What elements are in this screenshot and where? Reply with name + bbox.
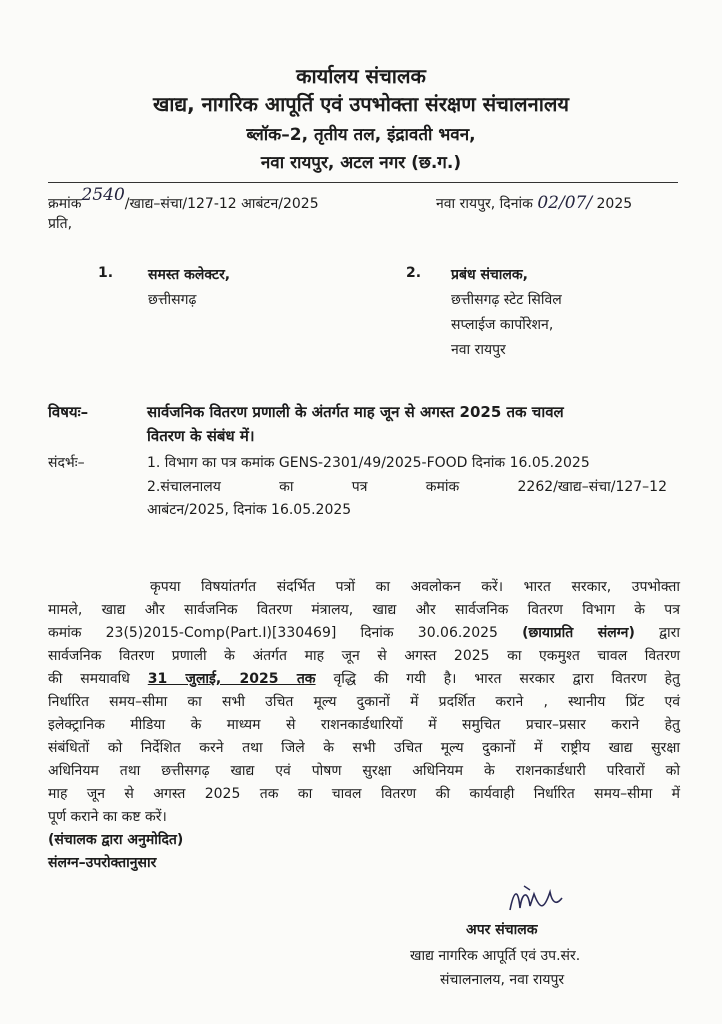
body-line-6: निर्धारित समय–सीमा का सभी उचित मूल्य दुकानों में प्रदर्शित कराने , स्थानीय प्रिंट एवं <box>48 694 680 710</box>
body-line-3-text: कमांक 23(5)2015-Comp(Part.I)[330469] दिनांक 30.06.2025 <box>48 625 498 641</box>
reference-1: 1. विभाग का पत्र कमांक GENS-2301/49/2025-FOOD दिनांक 16.05.2025 <box>147 455 590 471</box>
date-line <box>436 193 632 213</box>
date-prefix: नवा रायपुर, दिनांक <box>436 196 533 212</box>
body-line-4: सार्वजनिक वितरण प्रणाली के अंतर्गत माह जून से अगस्त 2025 का एकमुश्त चावल वितरण <box>48 648 680 664</box>
signatory-line-2: खाद्य नागरिक आपूर्ति एवं उप.संर. <box>410 948 581 964</box>
file-reference: /खाद्य–संचा/127-12 आबंटन/2025 <box>124 196 319 212</box>
body-line-1: कृपया विषयांतर्गत संदर्भित पत्रों का अवलोकन करें। भारत सरकार, उपभोक्ता <box>150 579 680 595</box>
recipient-2-line-3: सप्लाईज कार्पोरेशन, <box>451 317 554 333</box>
body-line-5-end: वृद्धि की गयी है। भारत सरकार द्वारा वितरण हेतु <box>333 671 681 687</box>
subject-line-1: सार्वजनिक वितरण प्रणाली के अंतर्गत माह जून से अगस्त 2025 तक चावल <box>147 403 564 421</box>
references-label: संदर्भः– <box>48 455 85 471</box>
subject-label: विषयः– <box>48 403 89 421</box>
enclosure-note: (छायाप्रति संलग्न) <box>522 625 635 641</box>
letter-number-line <box>48 185 319 213</box>
to-label: प्रति, <box>48 216 73 232</box>
recipient-1-title: समस्त कलेक्टर, <box>148 267 231 283</box>
handwritten-number: 2540 <box>81 185 125 205</box>
body-line-3 <box>48 623 680 642</box>
signatory-line-3: संचालनालय, नवा रायपुर <box>440 972 565 988</box>
body-line-5-start: की समयावधि <box>48 671 130 687</box>
body-line-11: पूर्ण कराने का कष्ट करें। <box>48 809 167 825</box>
body-line-2: मामले, खाद्य और सार्वजनिक वितरण मंत्रालय, खाद्य और सार्वजनिक वितरण विभाग के पत्र <box>48 602 680 618</box>
recipient-1-place: छत्तीसगढ़ <box>148 292 197 308</box>
reference-2-line-1: 2.संचालनालय का पत्र कमांक 2262/खाद्य–संचा/127–12 <box>147 479 667 495</box>
directorate-name: खाद्य, नागरिक आपूर्ति एवं उपभोक्ता संरक्षण संचालनालय <box>152 92 570 116</box>
body-line-5 <box>48 669 680 688</box>
address-line-1: ब्लॉक–2, तृतीय तल, इंद्रावती भवन, <box>246 125 476 145</box>
header-divider <box>48 182 678 183</box>
recipient-2-number: 2. <box>406 265 422 281</box>
reference-2-line-2: आबंटन/2025, दिनांक 16.05.2025 <box>147 502 352 518</box>
signature-scribble <box>500 880 580 920</box>
approval-note: (संचालक द्वारा अनुमोदित) <box>48 832 184 848</box>
recipient-2-title: प्रबंध संचालक, <box>451 267 528 283</box>
body-line-3-end: द्वारा <box>658 625 680 641</box>
handwritten-date: 02/07/ <box>537 193 593 213</box>
recipient-2-line-4: नवा रायपुर <box>451 342 506 358</box>
deadline-date: 31 जुलाई, 2025 तक <box>147 671 316 687</box>
recipient-2-line-2: छत्तीसगढ़ स्टेट सिविल <box>451 292 562 308</box>
office-title: कार्यालय संचालक <box>296 64 426 88</box>
enclosure-line: संलग्न–उपरोक्तानुसार <box>48 855 157 871</box>
body-line-7: इलेक्ट्रानिक मीडिया के माध्यम से राशनकार्डधारियों में समुचित प्रचार–प्रसार कराने हेतु <box>48 717 680 733</box>
body-line-10: माह जून से अगस्त 2025 तक का चावल वितरण की कार्यवाही निर्धारित समय–सीमा में <box>48 786 680 802</box>
body-line-8: संबंधितों को निर्देशित करने तथा जिले के सभी उचित मूल्य दुकानों में राष्ट्रीय खाद्य सुरक्षा <box>48 740 680 756</box>
subject-line-2: वितरण के संबंध में। <box>147 427 255 445</box>
body-line-9: अधिनियम तथा छत्तीसगढ़ खाद्य एवं पोषण सुरक्षा अधिनियम के राशनकार्डधारी परिवारों को <box>48 763 680 779</box>
number-prefix: क्रमांक <box>48 196 82 212</box>
date-year: 2025 <box>596 196 633 212</box>
recipient-1-number: 1. <box>98 265 114 281</box>
address-line-2: नवा रायपुर, अटल नगर (छ.ग.) <box>260 153 462 173</box>
signatory-designation: अपर संचालक <box>466 922 538 938</box>
